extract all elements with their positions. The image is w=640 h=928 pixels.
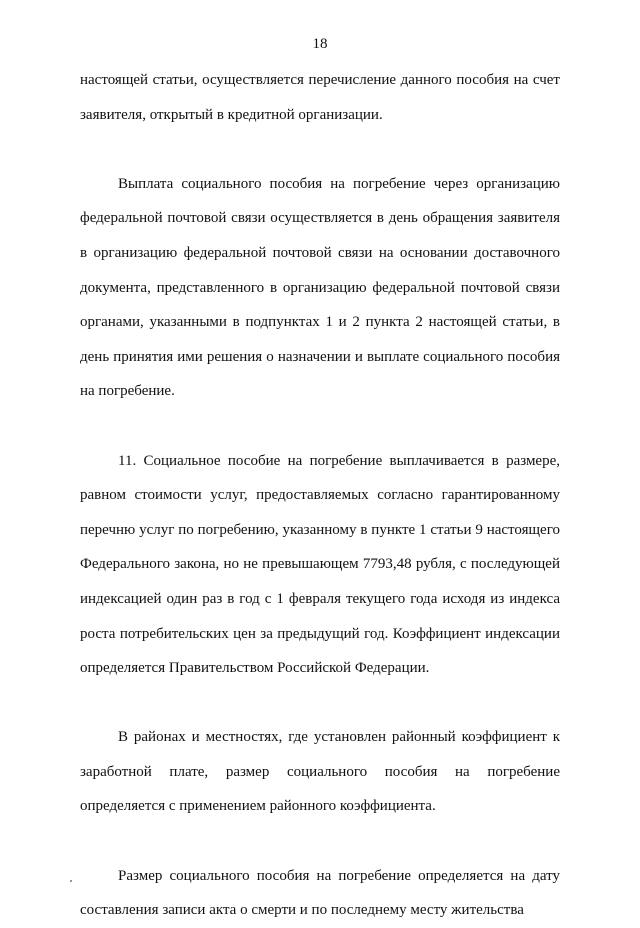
text-line: заявителя, открытый в кредитной организации. (80, 106, 383, 123)
text-line: перечню услуг по погребению, указанному в пункте 1 статьи 9 настоящего (80, 521, 560, 538)
text-line: составления записи акта о смерти и по последнему месту жительства (80, 902, 524, 919)
text-line: настоящей статьи, осуществляется перечисление данного пособия на счет (80, 72, 560, 88)
scan-speck (70, 880, 72, 882)
text-line: органами, указанными в подпунктах 1 и 2 пункта 2 настоящей статьи, в (80, 314, 560, 331)
page-number: 18 (312, 36, 328, 52)
text-line: роста потребительских цен за предыдущий год. Коэффициент индексации (80, 625, 560, 642)
document-body (80, 63, 560, 928)
text-line: определяется Правительством Российской Федерации. (80, 660, 430, 677)
text-line: заработной плате, размер социального пособия на погребение (80, 763, 560, 780)
text-line: 11. Социальное пособие на погребение выплачивается в размере, (118, 452, 560, 469)
text-line: на погребение. (80, 383, 175, 400)
text-line: равном стоимости услуг, предоставляемых согласно гарантированному (80, 487, 560, 504)
text-line: определяется с применением районного коэффициента. (80, 798, 436, 815)
text-line: Размер социального пособия на погребение определяется на дату (118, 867, 560, 884)
paragraph-postal-payment (80, 167, 560, 409)
paragraph-regional-coefficient (80, 720, 560, 824)
text-line: федеральной почтовой связи осуществляется в день обращения заявителя (80, 210, 560, 227)
text-line: в организацию федеральной почтовой связи на основании доставочного (80, 244, 560, 261)
paragraph-item-11 (80, 444, 560, 686)
text-line: Выплата социального пособия на погребение через организацию (118, 175, 560, 192)
text-line: документа, представленного в организацию федеральной почтовой связи (80, 279, 560, 296)
paragraph-amount-date (80, 859, 560, 928)
text-line: день принятия ими решения о назначении и выплате социального пособия (80, 348, 560, 365)
text-line: индексацией один раз в год с 1 февраля текущего года исходя из индекса (80, 590, 560, 607)
text-line: В районах и местностях, где установлен районный коэффициент к (118, 729, 560, 746)
paragraph-continuation (80, 63, 560, 132)
text-line: Федерального закона, но не превышающем 7793,48 рубля, с последующей (80, 556, 560, 573)
